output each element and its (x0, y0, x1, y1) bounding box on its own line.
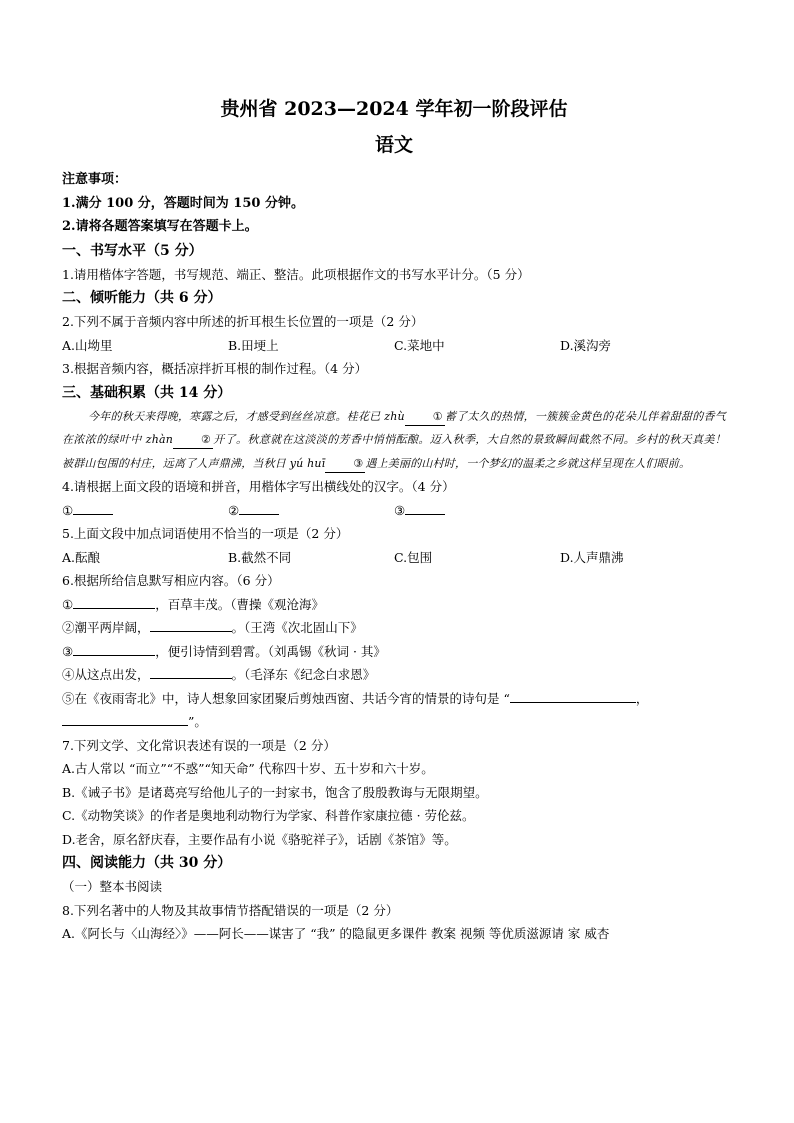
section-4-heading: 四、阅读能力（共 30 分） (62, 855, 232, 871)
blank-mark-1: ① (405, 409, 445, 426)
poem-blank-5b (62, 711, 188, 726)
question-2-options (62, 334, 726, 358)
q7-option-a: A.古人常以 “而立”“不惑”“知天命” 代称四十岁、五十岁和六十岁。 (62, 761, 434, 776)
blank-mark-2: ② (173, 432, 213, 449)
passage-part-2: 蓄了太久的热情，一簇簇金黄色的花朵儿伴着甜甜的香气在浓浓的绿叶中 zhàn (62, 409, 726, 446)
answer-blank-3 (405, 500, 445, 515)
poem-4-prefix: ④从这点出发， (62, 667, 150, 682)
poem-3-suffix: ，便引诗情到碧霄。（刘禹锡《秋词 · 其》 (155, 643, 386, 659)
q4-mark-2: ② (228, 502, 240, 518)
option-c: C.包围 (394, 549, 433, 565)
passage-part-3: 开了。秋意就在这淡淡的芳香中悄悄酝酿。迈入秋季，大自然的景致瞬间截然不同。乡村的秋天真美！被群山包围的村庄，远离了人声鼎沸，当秋日 yú huī (62, 433, 726, 470)
q4-mark-1: ① (62, 502, 74, 518)
q7-option-c: C.《动物笑谈》的作者是奥地利动物行为学家、科普作家康拉德 · 劳伦兹。 (62, 808, 475, 823)
poem-blank-2 (150, 617, 232, 632)
option-b: B.截然不同 (228, 549, 292, 565)
poem-3-prefix: ③ (62, 643, 74, 659)
q8-option-a: A.《阿长与〈山海经〉》——阿长——谋害了 “我” 的隐鼠更多课件 教案 视频 等优质滋源请 家 威杏 (62, 926, 610, 941)
passage-part-1: 今年的秋天来得晚，寒露之后，才感受到丝丝凉意。桂花已 zhù (88, 409, 405, 423)
exam-page (62, 96, 726, 946)
notice-item-2: 2.请将各题答案填写在答题卡上。 (62, 219, 258, 234)
poem-1-prefix: ① (62, 596, 74, 612)
question-6-stem: 6.根据所给信息默写相应内容。（6 分） (62, 573, 280, 588)
poem-line-3 (62, 640, 726, 664)
q7-option-b: B.《诫子书》是诸葛亮写给他儿子的一封家书，饱含了殷殷教诲与无限期望。 (62, 784, 488, 800)
question-8-stem: 8.下列名著中的人物及其故事情节搭配错误的一项是（2 分） (62, 902, 399, 918)
poem-6-close: ”。 (188, 714, 207, 729)
question-4-stem: 4.请根据上面文段的语境和拼音，用楷体字写出横线处的汉字。（4 分） (62, 479, 455, 494)
option-b: B.田埂上 (228, 337, 279, 353)
poem-blank-3 (73, 641, 155, 656)
option-d: D.溪沟旁 (560, 337, 612, 353)
q7-option-d: D.老舍，原名舒庆春，主要作品有小说《骆驼祥子》，话剧《茶馆》等。 (62, 831, 457, 847)
poem-line-6 (62, 710, 726, 734)
poem-line-2 (62, 616, 726, 640)
question-7-stem: 7.下列文学、文化常识表述有误的一项是（2 分） (62, 737, 336, 753)
notice-heading: 注意事项： (62, 172, 128, 187)
poem-line-4 (62, 663, 726, 687)
section-1-heading: 一、书写水平（5 分） (62, 242, 203, 259)
section-4-subheading: （一）整本书阅读 (62, 879, 163, 894)
question-5-stem: 5.上面文段中加点词语使用不恰当的一项是（2 分） (62, 526, 349, 541)
notice-item-1: 1.满分 100 分，答题时间为 150 分钟。 (62, 195, 304, 211)
section-3-heading: 三、基础积累（共 14 分） (62, 384, 232, 401)
question-2-stem: 2.下列不属于音频内容中所述的折耳根生长位置的一项是（2 分） (62, 314, 424, 329)
question-3: 3.根据音频内容，概括凉拌折耳根的制作过程。（4 分） (62, 361, 368, 376)
section-2-heading: 二、倾听能力（共 6 分） (62, 290, 222, 306)
poem-blank-4 (150, 664, 232, 679)
passage-part-4: 遇上美丽的山村时，一个梦幻的温柔之乡就这样呈现在人们眼前。 (365, 456, 691, 470)
option-a: A.酝酿 (62, 549, 101, 565)
poem-5-comma: ， (635, 690, 649, 706)
answer-blank-1 (73, 500, 113, 515)
poem-blank-5a (510, 688, 636, 703)
blank-mark-3: ③ (325, 456, 365, 473)
poem-2-suffix: 。（王湾《次北固山下》 (231, 620, 363, 635)
poem-2-prefix: ②潮平两岸阔， (62, 620, 150, 635)
q4-mark-3: ③ (394, 502, 406, 518)
exam-subject: 语文 (374, 134, 413, 156)
poem-1-suffix: ，百草丰茂。（曹操《观沧海》 (155, 596, 324, 612)
question-4-blanks (62, 499, 726, 523)
poem-line-1 (62, 593, 726, 617)
reading-passage (62, 405, 726, 476)
question-5-options (62, 546, 726, 570)
option-d: D.人声鼎沸 (560, 549, 624, 565)
answer-blank-2 (239, 500, 279, 515)
exam-title: 贵州省 2023—2024 学年初一阶段评估 (220, 98, 568, 120)
option-c: C.菜地中 (394, 337, 445, 353)
poem-4-suffix: 。（毛泽东《纪念白求恩》 (231, 667, 376, 682)
question-1: 1.请用楷体字答题，书写规范、端正、整洁。此项根据作文的书写水平计分。（5 分） (62, 266, 530, 282)
option-a: A.山坳里 (62, 337, 113, 353)
poem-line-5 (62, 687, 726, 711)
poem-blank-1 (73, 594, 155, 609)
poem-5-text: ⑤在《夜雨寄北》中，诗人想象回家团聚后剪烛西窗、共话今宵的情景的诗句是 “ (62, 690, 510, 706)
